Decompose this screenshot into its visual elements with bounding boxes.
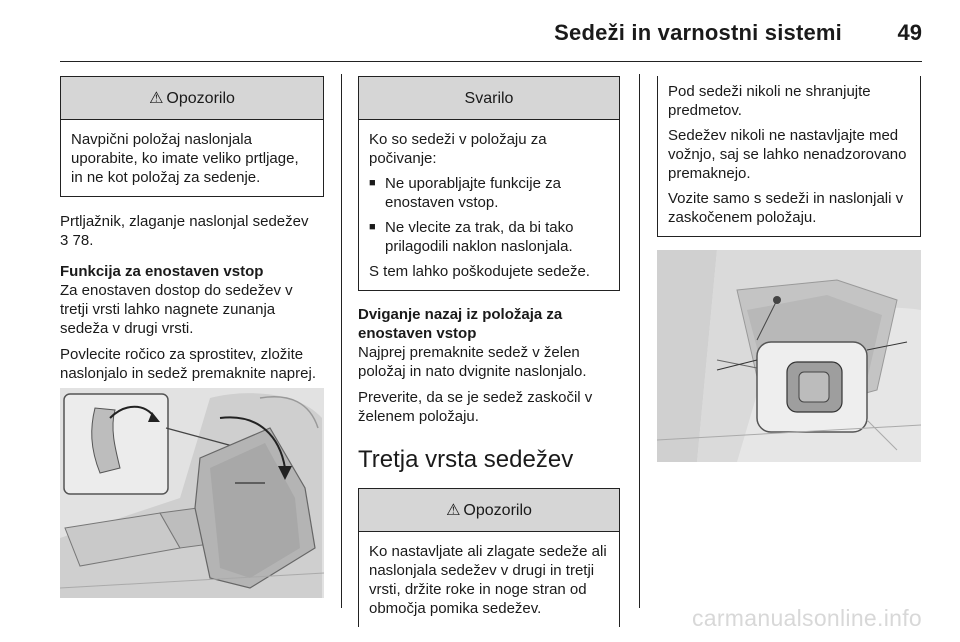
warning-box-title: Opozorilo	[463, 501, 532, 519]
watermark: carmanualsonline.info	[691, 605, 922, 631]
header-divider	[60, 61, 922, 62]
warning-text: Ko nastavljate ali zlagate sedeže ali naslonjala sedežev v drugi in tretji vrsti, držite roke in noge stran od območja pomika sedežev.	[369, 543, 607, 617]
reference-text: Prtljažnik, zlaganje naslonjal sedežev	[60, 213, 309, 230]
raise-back-paragraph-2: Preverite, da se je sedež zaskočil v želenem položaju.	[358, 389, 593, 425]
warning-box-body	[61, 120, 323, 196]
caution-bullet-text: Ne vlecite za trak, da bi tako prilagodili naklon naslonjala.	[385, 219, 574, 255]
page-title: Sedeži in varnostni sistemi	[554, 20, 842, 45]
caution-bullet	[369, 218, 609, 256]
caution-box-body	[359, 120, 619, 290]
warning-text: Navpični položaj naslonjala uporabite, ko imate veliko prtljage, in ne kot položaj za sedenje.	[71, 131, 299, 186]
caution-bullet-text: Ne uporabljajte funkcije za enostaven vstop.	[385, 175, 561, 211]
caution-intro: Ko so sedeži v položaju za počivanje:	[369, 131, 547, 167]
trunk-lever-illustration	[657, 250, 921, 462]
caution-box	[358, 76, 620, 291]
caution-box-header	[359, 77, 619, 120]
caution-bullet	[369, 174, 609, 212]
column-divider-left	[341, 74, 342, 608]
bullet-square-icon: ■	[369, 221, 376, 233]
seat-folding-drawing	[60, 388, 324, 598]
warning-triangle-icon: ⚠	[149, 89, 164, 107]
bullet-square-icon: ■	[369, 177, 376, 189]
easy-entry-paragraph-2: Povlecite ročico za sprostitev, zložite naslonjalo in sedež premaknite naprej.	[60, 346, 316, 382]
column-2	[358, 76, 620, 627]
warning-line: Pod sedeži nikoli ne shranjujte predmetov.	[668, 83, 871, 119]
easy-entry-heading: Funkcija za enostaven vstop	[60, 263, 264, 280]
continued-warning-box	[657, 76, 921, 237]
seat-folding-illustration	[60, 388, 324, 598]
warning-box-title: Opozorilo	[166, 89, 235, 107]
page-number: 49	[897, 20, 922, 45]
warning-line: Vozite samo s sedeži in naslonjali v zaskočenem položaju.	[668, 190, 904, 226]
warning-box-header	[359, 489, 619, 532]
raise-back-heading: Dviganje nazaj iz položaja za enostaven vstop	[358, 306, 563, 342]
caution-box-title: Svarilo	[464, 89, 514, 107]
column-3	[657, 76, 921, 462]
warning-box-header	[61, 77, 323, 120]
column-divider-right	[639, 74, 640, 608]
trunk-lever-drawing	[657, 250, 921, 462]
raise-back-paragraph-1: Najprej premaknite sedež v želen položaj in nato dvignite naslonjalo.	[358, 344, 587, 380]
warning-box-body	[359, 532, 619, 627]
warning-box	[60, 76, 324, 197]
warning-line: Sedežev nikoli ne nastavljajte med vožnjo, saj se lahko nenadzorovano premaknejo.	[668, 127, 907, 182]
continued-warning-body	[658, 76, 920, 236]
warning-triangle-icon: ⚠	[446, 501, 461, 519]
easy-entry-paragraph-1: Za enostaven dostop do sedežev v tretji vrsti lahko nagnete zunanja sedeža v drugi vrsti.	[60, 282, 293, 337]
section-heading: Tretja vrsta sedežev	[358, 446, 574, 473]
caution-outro: S tem lahko poškodujete sedeže.	[369, 263, 590, 280]
third-row-warning-box	[358, 488, 620, 627]
column-1	[60, 76, 324, 390]
reference-paragraph	[60, 212, 324, 250]
page-reference-link[interactable]: 3 78.	[60, 232, 94, 249]
